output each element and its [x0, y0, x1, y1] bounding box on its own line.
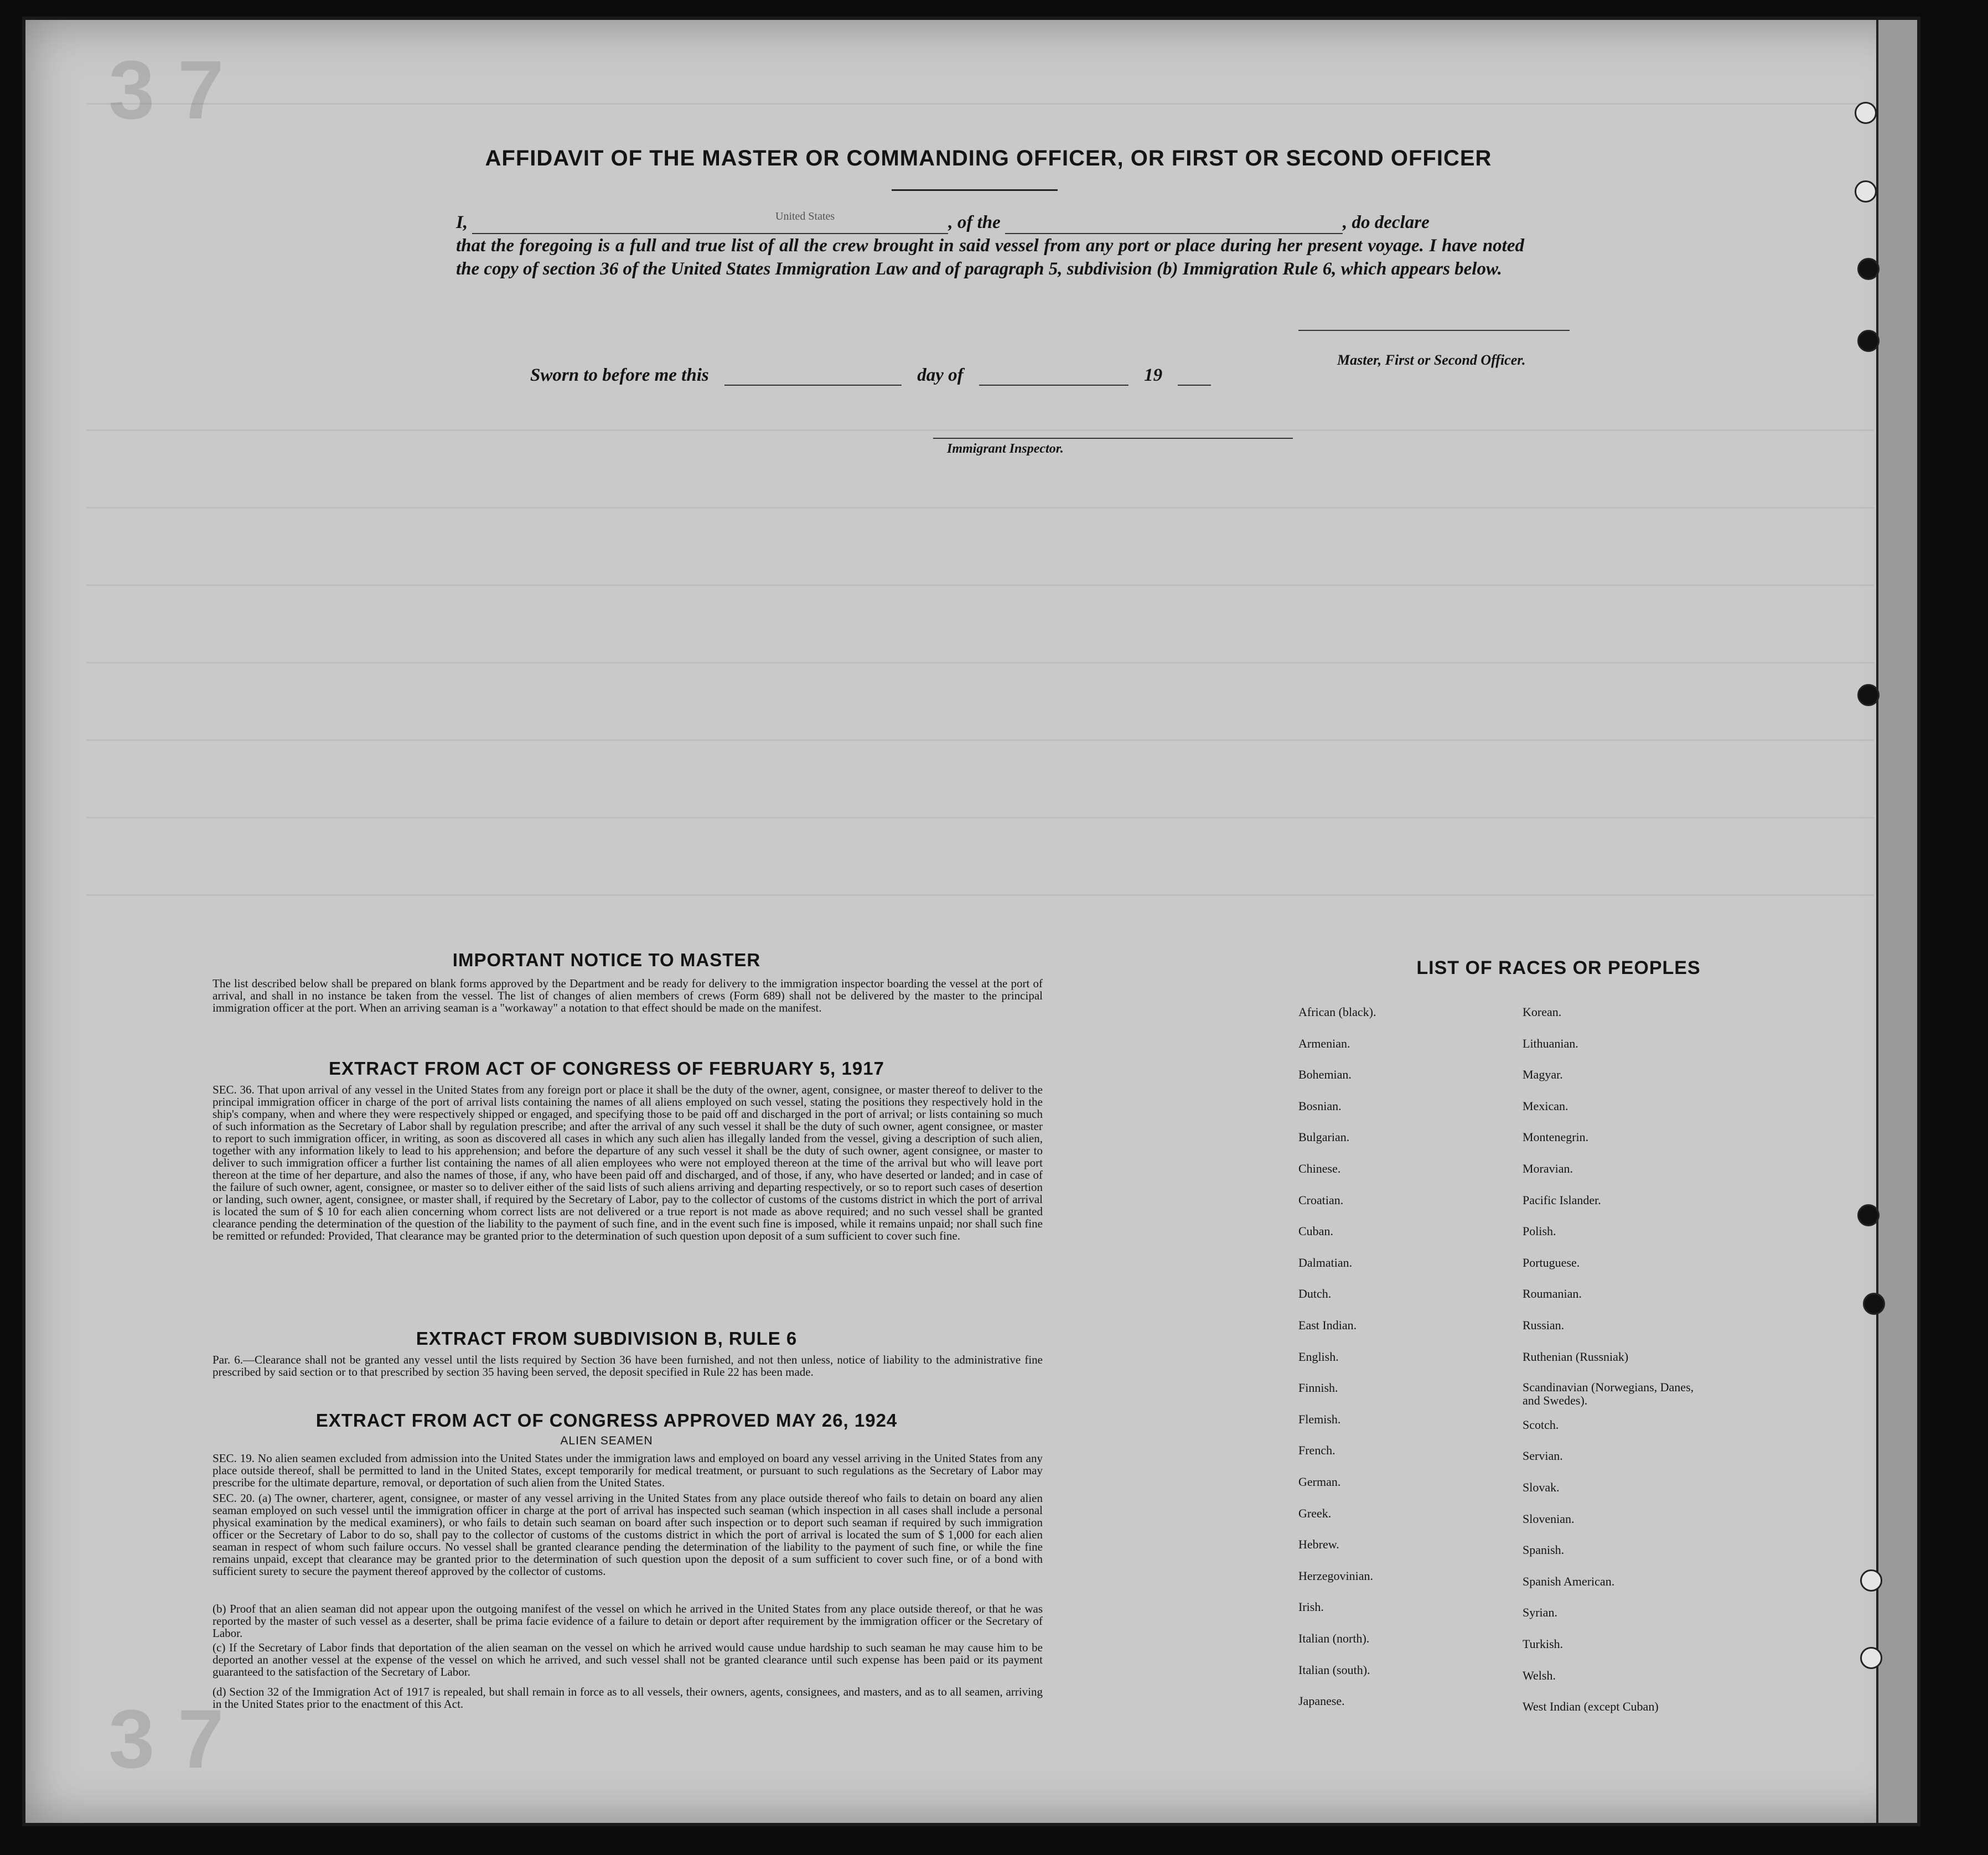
port-blank[interactable]: [1005, 216, 1343, 234]
race-item: Magyar.: [1523, 1068, 1563, 1082]
race-item: Montenegrin.: [1523, 1130, 1589, 1144]
sec-20d-body: (d) Section 32 of the Immigration Act of 1917 is repealed, but shall remain in force as to all vessels, their owners, agents, consignees, and masters, and as to all seamen, arriving in the United States prior to the enactment of this Act.: [213, 1685, 1043, 1711]
name-blank[interactable]: [472, 216, 948, 234]
extract-1917-body: SEC. 36. That upon arrival of any vessel in the United States from any foreign port or place it shall be the duty of the owner, agent, consignee, or master thereof to deliver to the principal immigration officer in charge of the port of arrival lists containing the names of all aliens employed on such vessel, stating the positions they respectively hold in the ship's company, when and where they were respectively shipped or engaged, and specifying those to be paid off and discharged in the port of arrival; or lists containing so much of such information as the Secretary of Labor shall by regulation prescribe; and after the arrival of any such vessel it shall be the duty of such owner, agent consignee, or master to report to such immigration officer, in writing, as soon as discovered all cases in which any such alien has illegally landed from the vessel, giving a description of such alien, together with any information likely to lead to his apprehension; and before the departure of any such vessel it shall be the duty of such owner, agent consignee, or master to deliver to such immigration officer a further list containing the names of all alien employees who were not employed thereon at the time of the arrival but who will leave port thereon at the time of her departure, and also the names of those, if any, who have been paid off and discharged, and of those, if any, who have deserted or landed; and in case of the failure of such owner, agent, consignee, or master so to deliver either of the said lists of such aliens arriving and departing respectively, or so to report such cases of desertion or landing, such owner, agent, consignee, or master shall, if required by the Secretary of Labor, pay to the collector of customs of the customs district in which the port of arrival is located the sum of $ 10 for each alien concerning whom correct lists are not delivered or a true report is not made as above required; and no such vessel shall be granted clearance pending the determination of the question of the liability to the payment of such fine, and in the event such fine is imposed, while it remains unpaid; nor shall such fine be remitted or refunded: Provided, That clearance may be granted prior to the determination of such question upon deposit of a sum sufficient to cover such fine.: [213, 1083, 1043, 1242]
alien-seamen-subtitle: ALIEN SEAMEN: [560, 1434, 653, 1447]
races-title: LIST OF RACES OR PEOPLES: [1416, 957, 1701, 978]
race-item: German.: [1298, 1475, 1341, 1489]
affidavit-declaration-line: [456, 211, 1524, 234]
race-item: Herzegovinian.: [1298, 1568, 1373, 1583]
bleed-line: [86, 662, 1874, 664]
binder-hole: [1860, 1647, 1882, 1669]
bleed-line: [86, 817, 1874, 818]
race-item: Chinese.: [1298, 1162, 1341, 1175]
race-item: Flemish.: [1298, 1412, 1341, 1426]
race-item: Ruthenian (Russniak): [1523, 1349, 1629, 1364]
bleed-line: [86, 507, 1874, 509]
race-item: West Indian (except Cuban): [1523, 1699, 1659, 1714]
binder-hole: [1857, 258, 1880, 280]
inspector-label: Immigrant Inspector.: [947, 442, 1064, 456]
race-item: Syrian.: [1523, 1605, 1557, 1620]
master-label: Master, First or Second Officer.: [1337, 352, 1526, 368]
race-item: Russian.: [1523, 1318, 1565, 1332]
race-item: Pacific Islander.: [1523, 1193, 1601, 1207]
notice-body: The list described below shall be prepared on blank forms approved by the Department and be ready for delivery to the immigration inspector boarding the vessel at the port of arrival, and shall in no instance be taken from the vessel. The list of changes of alien members of crews (Form 689) shall not be delivered by the master to the principal immigration officer at the port. When an arriving seaman is a "workaway" a notation to that effect should be made on the manifest.: [213, 977, 1043, 1014]
sworn-day-of: day of: [917, 365, 964, 385]
race-item: East Indian.: [1298, 1318, 1357, 1332]
race-item: Polish.: [1523, 1224, 1556, 1239]
rule-6-body: Par. 6.—Clearance shall not be granted any vessel until the lists required by Section 36 have been furnished, and not then unless, notice of liability to the administrative fine prescribed by said section or to that prescribed by section 35 having been served, the deposit specified in Rule 22 has been made.: [213, 1353, 1043, 1379]
port-caption: United States: [775, 210, 835, 222]
extract-1917-title: EXTRACT FROM ACT OF CONGRESS OF FEBRUARY 5, 1917: [329, 1058, 884, 1079]
race-item: Italian (south).: [1298, 1662, 1370, 1677]
race-item: Slovenian.: [1523, 1511, 1575, 1526]
race-item: Italian (north).: [1298, 1631, 1370, 1645]
race-item: Welsh.: [1523, 1668, 1556, 1682]
affidavit-title: AFFIDAVIT OF THE MASTER OR COMMANDING OFFICER, OR FIRST OR SECOND OFFICER: [485, 146, 1492, 170]
race-item: Japanese.: [1298, 1694, 1345, 1708]
sec-20a-body: SEC. 20. (a) The owner, charterer, agent, consignee, or master of any vessel arriving in the United States from any place outside thereof who fails to detain on board any alien seaman employed on such vessel until the immigration officer in charge at the port of arrival has inspected such seaman (which inspection in all cases shall include a personal physical examination by the medical examiners), or who fails to detain such seaman on board after such inspection or to deport such seaman if required by such immigration officer or the Secretary of Labor to do so, shall pay to the collector of customs of the customs district in which the port of arrival is located the sum of $ 1,000 for each alien seaman in respect of whom such failure occurs. No vessel shall be granted clearance pending the determination of the liability to the payment of such fine, or while the fine remains unpaid, except that clearance may be granted prior to the determination of such question upon the deposit of a sum sufficient to cover such fine, or of a bond with sufficient surety to secure the payment thereof approved by the collector of customs.: [213, 1491, 1043, 1578]
binder-hole: [1863, 1293, 1885, 1315]
affidavit-prefix: I,: [456, 213, 468, 232]
race-item: Slovak.: [1523, 1480, 1560, 1494]
race-item: French.: [1298, 1443, 1335, 1458]
race-item: Mexican.: [1523, 1099, 1568, 1113]
race-item: Greek.: [1298, 1506, 1332, 1520]
bleed-line: [86, 103, 1874, 105]
race-item: Bohemian.: [1298, 1068, 1352, 1082]
race-item: African (black).: [1298, 1005, 1376, 1019]
sec-19-body: SEC. 19. No alien seamen excluded from admission into the United States under the immigration laws and employed on board any vessel arriving in the United States from any place outside thereof, shall be permitted to land in the United States, except temporarily for medical treatment, or pursuant to such regulations as the Secretary of Labor may prescribe for the ultimate departure, removal, or deportation of such alien from the United States.: [213, 1452, 1043, 1489]
race-item: Spanish.: [1523, 1543, 1565, 1557]
extract-1924-title: EXTRACT FROM ACT OF CONGRESS APPROVED MAY 26, 1924: [315, 1410, 898, 1431]
race-item: Hebrew.: [1298, 1537, 1339, 1552]
race-item: Bosnian.: [1298, 1099, 1342, 1113]
bleed-digit-mark: 3 7: [108, 1692, 224, 1785]
race-item: Armenian.: [1298, 1036, 1350, 1050]
sec-20b-body: (b) Proof that an alien seaman did not appear upon the outgoing manifest of the vessel on which he arrived in the United States from any place outside thereof, or that he was reported by the master of such vessel as a deserter, shall be prima facie evidence of a failure to detain or deport after requirement by the immigration officer or the Secretary of Labor.: [213, 1602, 1043, 1640]
race-item: Finnish.: [1298, 1381, 1338, 1395]
race-item: Korean.: [1523, 1005, 1562, 1019]
race-item: Dalmatian.: [1298, 1255, 1353, 1270]
race-item: Moravian.: [1523, 1162, 1573, 1175]
sworn-month-blank[interactable]: [979, 368, 1128, 386]
race-item: Cuban.: [1298, 1224, 1333, 1239]
race-item: Irish.: [1298, 1600, 1324, 1614]
document-page: [22, 17, 1920, 1826]
notice-title: IMPORTANT NOTICE TO MASTER: [452, 950, 761, 970]
binder-hole: [1855, 180, 1877, 203]
binder-hole: [1857, 684, 1880, 706]
sec-20c-body: (c) If the Secretary of Labor finds that deportation of the alien seaman on the vessel on which he arrived would cause undue hardship to such seaman he may cause him to be deported an another vessel at the expense of the vessel on which he arrived, and such vessel shall not be granted clearance until such expense has been paid or its payment guaranteed to the satisfaction of the Secretary of Labor.: [213, 1641, 1043, 1678]
race-item: Scotch.: [1523, 1417, 1559, 1432]
binder-hole: [1857, 1204, 1880, 1226]
affidavit-body: [456, 211, 1524, 281]
bleed-digit-mark: 3 7: [108, 43, 224, 136]
race-item: Lithuanian.: [1523, 1036, 1578, 1050]
race-item: Spanish American.: [1523, 1574, 1615, 1588]
race-item: Roumanian.: [1523, 1287, 1582, 1301]
sworn-line: [530, 365, 1222, 386]
sworn-year: 19: [1144, 365, 1163, 385]
race-item: Portuguese.: [1523, 1255, 1580, 1270]
sworn-prefix: Sworn to before me this: [530, 365, 709, 385]
affidavit-declare: , do declare: [1343, 213, 1430, 232]
binder-hole: [1857, 330, 1880, 352]
bleed-line: [86, 739, 1874, 741]
title-rule: [892, 189, 1058, 191]
affidavit-of-the: , of the: [948, 213, 1001, 232]
master-signature-line[interactable]: [1298, 330, 1570, 331]
affidavit-text: that the foregoing is a full and true list of all the crew brought in said vessel from any port or place during her present voyage. I have noted the copy of section 36 of the United States Immigration Law and of paragraph 5, subdivision (b) Immigration Rule 6, which appears below.: [456, 236, 1524, 279]
bleed-line: [86, 429, 1874, 431]
rule-6-title: EXTRACT FROM SUBDIVISION B, RULE 6: [416, 1328, 798, 1349]
page-edge-strip: [1876, 20, 1917, 1823]
race-item: English.: [1298, 1349, 1339, 1364]
sworn-day-blank[interactable]: [724, 368, 902, 386]
race-item: Turkish.: [1523, 1637, 1564, 1651]
bleed-line: [86, 894, 1874, 896]
race-item: Dutch.: [1298, 1287, 1332, 1301]
binder-hole: [1855, 102, 1877, 124]
inspector-signature-line[interactable]: [933, 438, 1293, 439]
sworn-year-blank[interactable]: [1178, 368, 1211, 386]
binder-hole: [1860, 1569, 1882, 1592]
race-item: Croatian.: [1298, 1193, 1344, 1207]
bleed-line: [86, 584, 1874, 586]
race-item: Scandinavian (Norwegians, Danes, and Swedes).: [1523, 1380, 1694, 1408]
race-item: Bulgarian.: [1298, 1130, 1350, 1144]
race-item: Servian.: [1523, 1449, 1563, 1463]
